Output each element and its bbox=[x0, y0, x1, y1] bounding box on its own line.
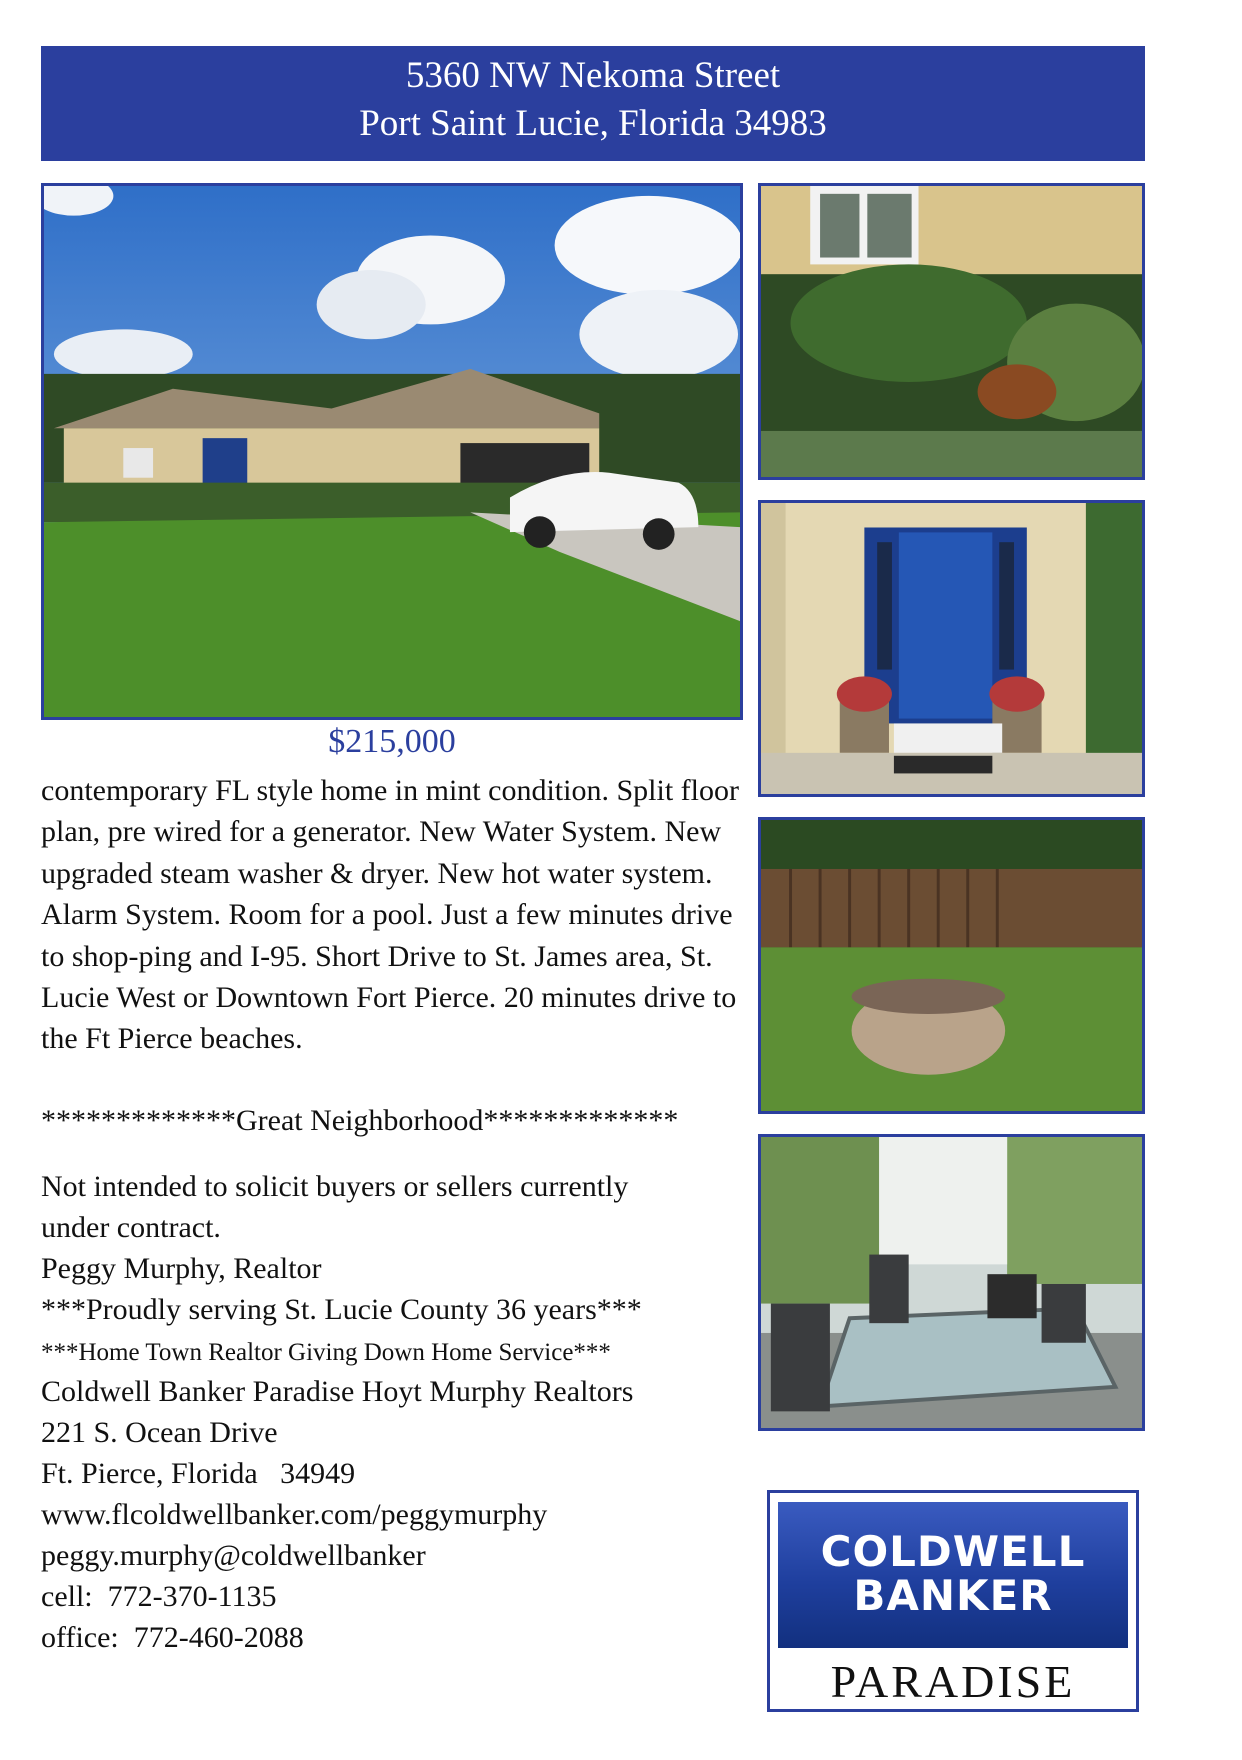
street-address: 5360 NW Nekoma Street bbox=[405, 55, 781, 96]
cell-phone: cell: 772-370-1135 bbox=[41, 1580, 277, 1613]
front-door-photo bbox=[758, 500, 1145, 797]
office-city: Ft. Pierce, Florida 34949 bbox=[41, 1457, 356, 1490]
neighborhood-tagline: *************Great Neighborhood************* bbox=[41, 1104, 679, 1137]
brokerage-name: Coldwell Banker Paradise Hoyt Murphy Realtors bbox=[41, 1375, 634, 1408]
address-banner bbox=[41, 46, 1145, 161]
house-front-photo bbox=[41, 183, 743, 720]
tagline-years: ***Proudly serving St. Lucie County 36 years*** bbox=[41, 1293, 642, 1326]
property-description: contemporary FL style home in mint condition. Split floor plan, pre wired for a generator. New Water System. New upgraded steam washer & dryer. New hot water system. Alarm System. Room for a pool. Just a few minutes drive to shop-ping and I-95. Short Drive to St. James area, St. Lucie West or Downtown Fort Pierce. 20 minutes drive to the Ft Pierce beaches. bbox=[41, 774, 739, 1056]
backyard-firepit-photo bbox=[758, 817, 1145, 1114]
agent-name: Peggy Murphy, Realtor bbox=[41, 1252, 322, 1285]
disclaimer-line-1: Not intended to solicit buyers or sellers currently bbox=[41, 1170, 629, 1203]
email-link[interactable]: peggy.murphy@coldwellbanker bbox=[41, 1539, 426, 1572]
listing-price: $215,000 bbox=[328, 723, 456, 760]
disclaimer-line-2: under contract. bbox=[41, 1211, 221, 1244]
office-phone: office: 772-460-2088 bbox=[41, 1621, 304, 1654]
logo-paradise: PARADISE bbox=[830, 1656, 1076, 1707]
landscaping-photo bbox=[758, 183, 1145, 480]
office-street: 221 S. Ocean Drive bbox=[41, 1416, 278, 1449]
tagline-service: ***Home Town Realtor Giving Down Home Service*** bbox=[41, 1339, 611, 1366]
patio-photo bbox=[758, 1134, 1145, 1431]
logo-line-coldwell: COLDWELL bbox=[820, 1527, 1086, 1576]
logo-line-banker: BANKER bbox=[853, 1571, 1053, 1620]
logo-blue-panel bbox=[778, 1502, 1128, 1648]
website-link[interactable]: www.flcoldwellbanker.com/peggymurphy bbox=[41, 1498, 548, 1531]
city-state-zip: Port Saint Lucie, Florida 34983 bbox=[359, 103, 827, 144]
coldwell-banker-logo bbox=[767, 1490, 1139, 1712]
